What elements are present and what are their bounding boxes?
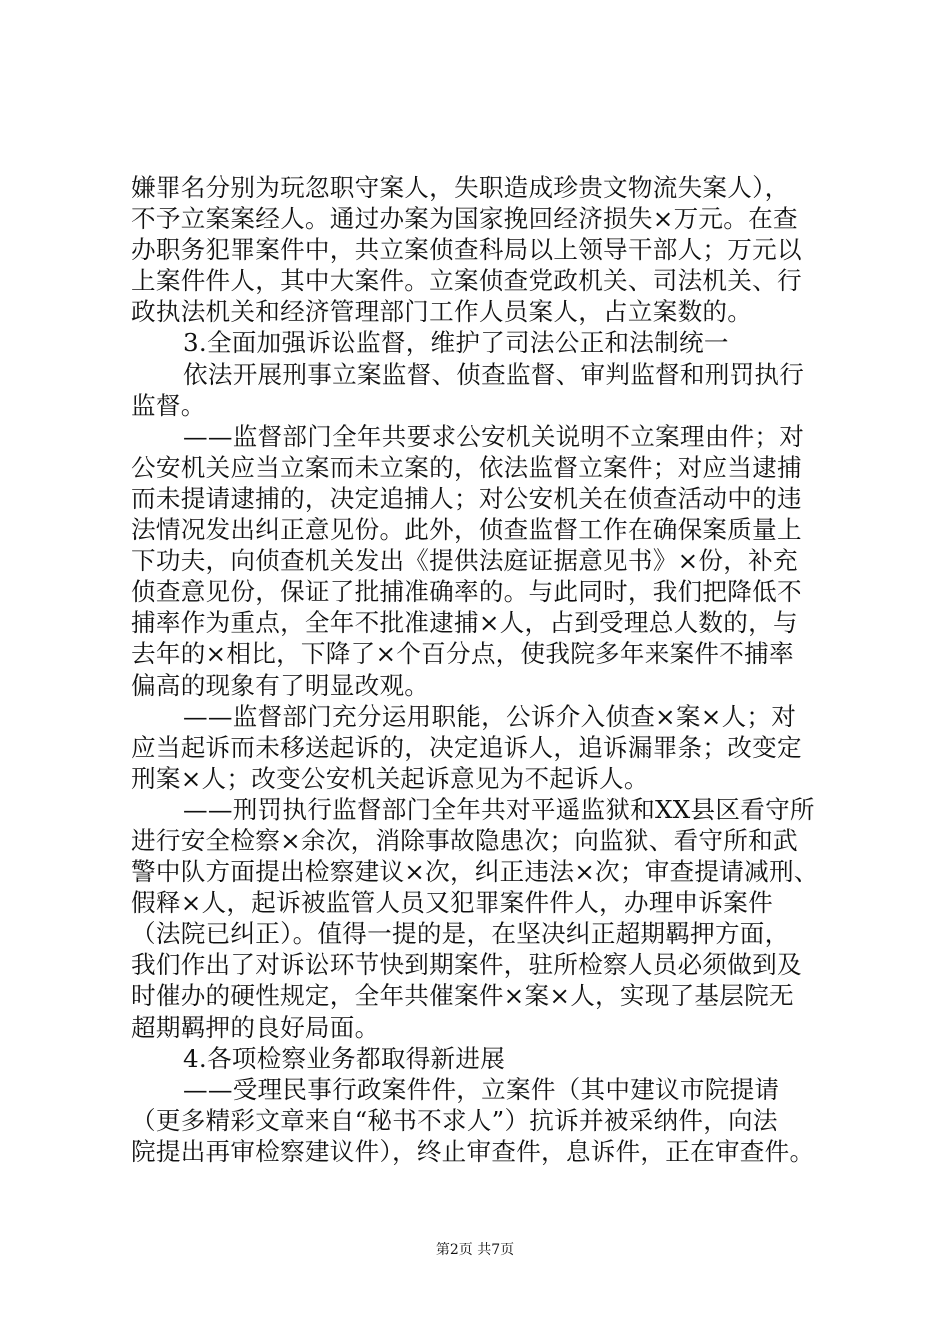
text-line: ——监督部门充分运用职能，公诉介入侦查×案×人；对 (183, 701, 797, 731)
text-line: 依法开展刑事立案监督、侦查监督、审判监督和刑罚执行 (183, 359, 805, 389)
text-line: 进行安全检察×余次，消除事故隐患次；向监狱、看守所和武 (131, 825, 798, 855)
text-line: ——监督部门全年共要求公安机关说明不立案理由件；对 (183, 421, 805, 451)
text-line: 应当起诉而未移送起诉的，决定追诉人，追诉漏罪条；改变定 (131, 732, 802, 762)
text-line: 偏高的现象有了明显改观。 (131, 670, 430, 700)
text-line: 警中队方面提出检察建议×次，纠正违法×次；审查提请减刑、 (131, 857, 819, 887)
text-line: 超期羁押的良好局面。 (131, 1012, 380, 1042)
text-line: 法情况发出纠正意见份。此外，侦查监督工作在确保案质量上 (131, 515, 802, 545)
text-line: 而未提请逮捕的，决定追捕人；对公安机关在侦查活动中的违 (131, 483, 802, 513)
text-line: 刑案×人；改变公安机关起诉意见为不起诉人。 (131, 763, 649, 793)
text-line: 假释×人，起诉被监管人员又犯罪案件件人，办理申诉案件 (131, 888, 773, 918)
text-line: ——刑罚执行监督部门全年共对平遥监狱和XX县区看守所 (183, 794, 815, 824)
text-line: 公安机关应当立案而未立案的，依法监督立案件；对应当逮捕 (131, 452, 802, 482)
text-line: 政执法机关和经济管理部门工作人员案人，占立案数的。 (131, 297, 753, 327)
text-line: 办职务犯罪案件中，共立案侦查科局以上领导干部人；万元以 (131, 235, 802, 265)
text-line: 上案件件人，其中大案件。立案侦查党政机关、司法机关、行 (131, 266, 802, 296)
text-line: 侦查意见份，保证了批捕准确率的。与此同时，我们把降低不 (131, 577, 802, 607)
text-line: 不予立案案经人。通过办案为国家挽回经济损失×万元。在查 (131, 204, 798, 234)
page-footer: 第2页 共7页 (435, 1242, 515, 1258)
text-line: （法院已纠正）。值得一提的是，在坚决纠正超期羁押方面， (131, 919, 790, 949)
text-line: 监督。 (131, 390, 206, 420)
text-line: （更多精彩文章来自“秘书不求人”）抗诉并被采纳件，向法 (131, 1105, 778, 1135)
text-line: ——受理民事行政案件件，立案件（其中建议市院提请 (183, 1074, 780, 1104)
text-line: 下功夫，向侦查机关发出《提供法庭证据意见书》×份，补充 (131, 546, 798, 576)
text-line: 3.全面加强诉讼监督，维护了司法公正和法制统一 (183, 328, 729, 358)
text-line: 4.各项检察业务都取得新进展 (183, 1043, 506, 1073)
document-body (131, 172, 837, 1167)
text-line: 我们作出了对诉讼环节快到期案件，驻所检察人员必须做到及 (131, 950, 802, 980)
text-line: 院提出再审检察建议件），终止审查件，息诉件，正在审查件。 (131, 1136, 815, 1166)
text-line: 捕率作为重点，全年不批准逮捕×人，占到受理总人数的，与 (131, 608, 798, 638)
text-line: 时催办的硬性规定，全年共催案件×案×人，实现了基层院无 (131, 981, 794, 1011)
text-line: 嫌罪名分别为玩忽职守案人，失职造成珍贵文物流失案人）， (131, 173, 790, 202)
text-line: 去年的×相比，下降了×个百分点，使我院多年来案件不捕率 (131, 639, 794, 669)
